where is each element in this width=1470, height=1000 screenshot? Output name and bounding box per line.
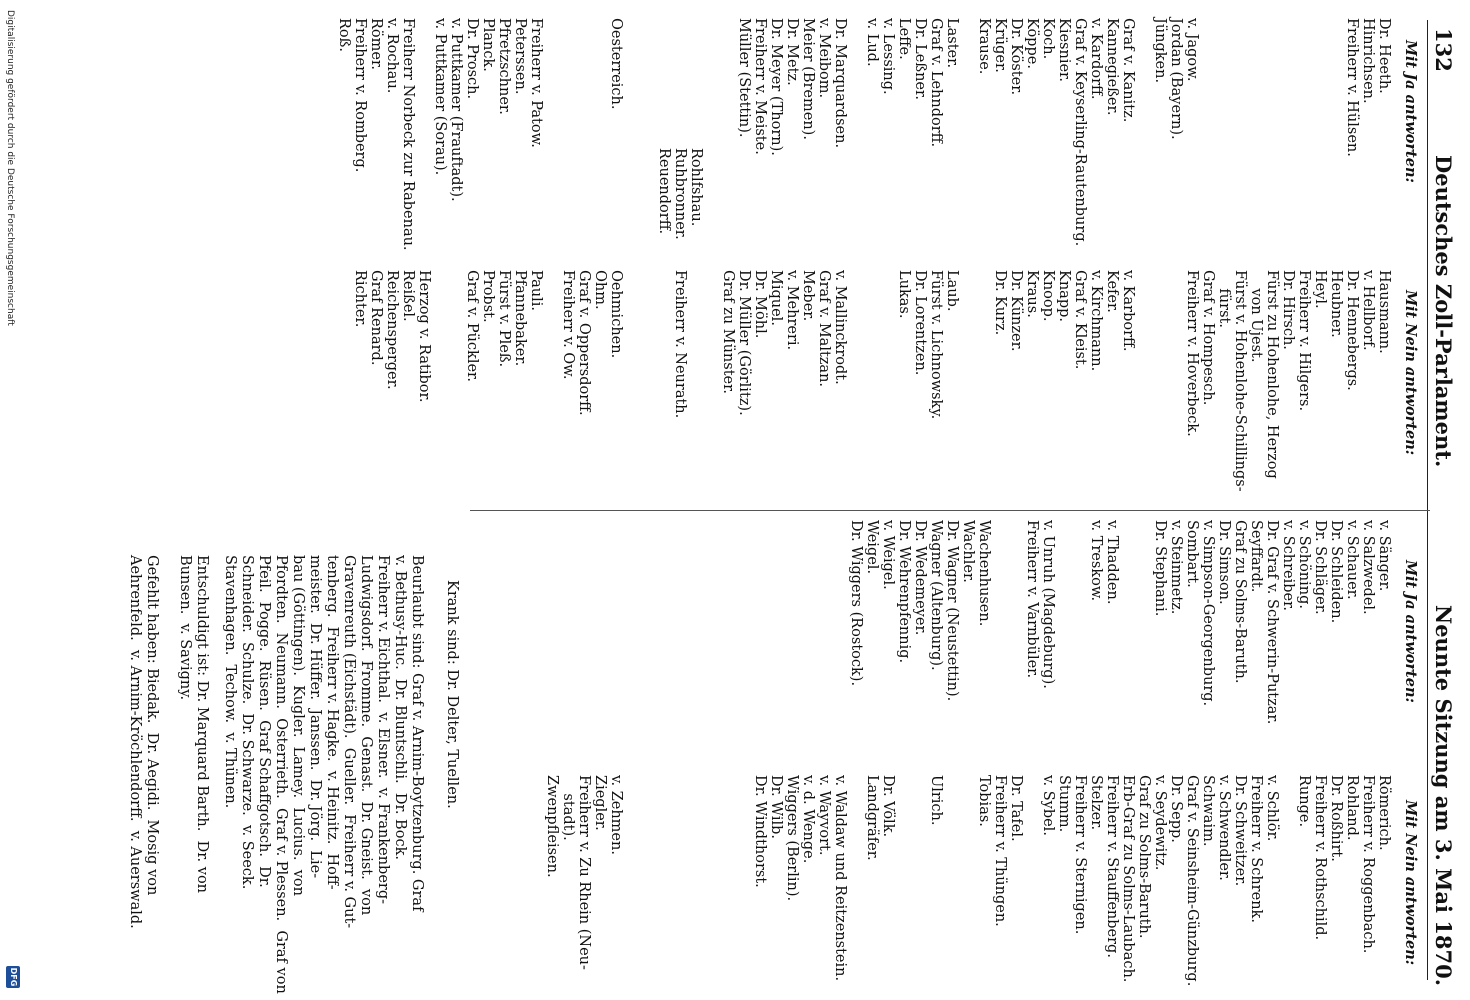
list-item <box>624 270 640 492</box>
digitization-credit: Digitalisierung gefördert durch die Deutsche Forschungsgemeinschaft <box>5 10 15 326</box>
gefehlt-note <box>126 555 160 929</box>
list-item <box>576 18 592 251</box>
list-item: Dr. Müller (Görlitz). <box>736 270 752 416</box>
list-item <box>704 775 720 986</box>
list-item: v. Waldaw und Reitzenstein. <box>832 775 848 982</box>
list-item: Graf v. Kanitz. <box>1120 18 1136 123</box>
list-item: v. Kirchmann. <box>1088 270 1104 372</box>
beurlaubt-line: Gravenreuth (Eichstädt). Gueller. Freiherr v. Gut- <box>341 555 357 929</box>
list-item: Dr. Simson. <box>1216 520 1232 605</box>
list-item <box>1168 270 1184 492</box>
list-item <box>720 775 736 986</box>
list-item <box>1024 148 1040 240</box>
list-item: Dr. Wiggers (Rostock). <box>848 520 864 687</box>
list-item: Erb-Graf zu Solms-Laubach. <box>1120 775 1136 983</box>
list-item: Tobias. <box>976 775 992 827</box>
list-item: Dr. Stephani. <box>1152 520 1168 617</box>
list-item: Wagner (Altenburg). <box>928 520 944 671</box>
list-item: v. Lessing. <box>880 18 896 95</box>
list-item: v. Steinmetz. <box>1168 520 1184 615</box>
list-item: v. Kardorff. <box>1088 18 1104 100</box>
list-item: Dr. Marquardsen. <box>832 18 848 149</box>
list-item: Probst. <box>480 270 496 323</box>
list-item: Planck. <box>480 18 496 72</box>
list-item: Römer. <box>368 18 384 70</box>
list-item: Dr. Graf v. Schwerin-Putzar. <box>1264 520 1280 725</box>
list-item <box>1072 148 1088 240</box>
list-item: Oehmichen. <box>608 270 624 359</box>
list-item: Fürst zu Hohenlohe, Herzog <box>1264 270 1280 479</box>
list-item: v. Zehmen. <box>608 775 624 855</box>
beurlaubt-note <box>221 555 425 994</box>
list-item: v. Unruh (Magdeburg). <box>1040 520 1056 689</box>
list-item: Laub. <box>944 270 960 312</box>
list-item: Dr. Windthorst. <box>752 775 768 888</box>
entschuldigt-line: Bunsen. v. Savigny. <box>177 555 193 701</box>
list-item: Jüngken. <box>1152 18 1168 84</box>
list-item <box>1360 148 1376 240</box>
beurlaubt-line: bau (Göttingen). Kugler. Lamey. Lucius. von <box>290 555 306 896</box>
list-item: Freiherr v. Hilgers. <box>1296 270 1312 412</box>
list-item: Dr. Tafel. <box>1008 775 1024 842</box>
list-item: Weigel. <box>864 520 880 575</box>
list-item <box>880 270 896 492</box>
list-item: Müller (Stettin). <box>736 18 752 138</box>
list-item: Freiherr v. Hülsen. <box>1344 18 1360 157</box>
list-item: Ulrich. <box>928 775 944 826</box>
list-item: Graf zu Münster. <box>720 270 736 395</box>
list-item: Freiherr v. Romberg. <box>352 18 368 173</box>
list-item: Laster. <box>944 18 960 69</box>
list-item: Dr. Völk. <box>880 775 896 838</box>
list-item: Wachler. <box>960 520 976 583</box>
list-item: Koch. <box>1040 18 1056 60</box>
list-item: Schwaim. <box>1200 775 1216 847</box>
list-item: Dr. Schleiden. <box>1328 520 1344 624</box>
list-item <box>1136 520 1152 724</box>
list-item <box>832 148 848 240</box>
list-item <box>960 148 976 240</box>
list-item: v. Rochau. <box>384 18 400 94</box>
list-item <box>656 270 672 492</box>
list-item <box>1248 148 1264 240</box>
list-item: v. Schauer. <box>1344 520 1360 600</box>
list-item: Dr. Künzer. <box>1008 270 1024 352</box>
list-item: Peterssen. <box>512 18 528 95</box>
list-item: v. Puttkamer (Frauftadt). <box>448 18 464 202</box>
list-item <box>1040 148 1056 240</box>
list-item: Kannegießer. <box>1104 18 1120 116</box>
list-item <box>864 270 880 492</box>
list-item: Freiherr v. Schrenk. <box>1248 775 1264 923</box>
list-item: Dr. Meyer (Thorn). <box>768 18 784 156</box>
list-item <box>1312 148 1328 240</box>
list-item: v. Simpson-Georgenburg. <box>1200 520 1216 707</box>
list-item <box>688 775 704 986</box>
list-item: Graf zu Solms-Baruth. <box>1232 520 1248 684</box>
list-item: Freiherr v. Roggenbach. <box>1360 775 1376 954</box>
list-item: Rohlfshau. <box>688 148 704 227</box>
list-item: Dr. Wedemeyer. <box>912 520 928 636</box>
list-item <box>720 148 736 240</box>
list-item: Herzog v. Ratibor. <box>416 270 432 403</box>
list-item <box>544 18 560 251</box>
list-item <box>976 148 992 240</box>
list-item: Stumm. <box>1056 775 1072 833</box>
list-item: Freiherr v. Hoverbeck. <box>1184 270 1200 437</box>
list-item: Dr. Metz. <box>784 18 800 86</box>
list-item <box>944 775 960 986</box>
list-item: v. d. Wenge. <box>800 775 816 864</box>
list-item: Krause. <box>976 18 992 75</box>
list-item: Sombart. <box>1184 520 1200 588</box>
list-item: Ziegler. <box>592 775 608 831</box>
beurlaubt-line: Stavenhagen. Techow. v. Thünen. <box>222 555 238 809</box>
list-item: stadt). <box>560 775 576 841</box>
right-ja-heading: Mit Ja antworten: <box>1402 560 1419 703</box>
list-item <box>880 148 896 240</box>
list-item <box>896 775 912 986</box>
list-item <box>1088 148 1104 240</box>
list-item <box>1120 148 1136 240</box>
list-item: Miquel. <box>768 270 784 326</box>
list-item <box>912 148 928 240</box>
list-item: Ruhbronner. <box>672 148 688 240</box>
list-item: Reuendorff. <box>656 148 672 235</box>
list-item <box>992 520 1008 724</box>
list-item: v. Lud. <box>864 18 880 67</box>
list-item: v. Meibom. <box>816 18 832 99</box>
list-item: Meber. <box>800 270 816 322</box>
list-item: Graf v. Lehndorff. <box>928 18 944 148</box>
list-item: Oesterreich. <box>608 18 624 110</box>
list-item: Dr. Wagner (Neustettin). <box>944 520 960 702</box>
list-item: Fürst v. Pleß. <box>496 270 512 368</box>
list-item <box>432 270 448 492</box>
list-item: Dr. Möhl. <box>752 270 768 339</box>
list-item <box>544 270 560 492</box>
list-item: Dr. Schläger. <box>1312 520 1328 615</box>
beurlaubt-line: Freiherr v. Eichthal. v. Elsner. v. Frankenberg- <box>375 555 391 905</box>
list-item <box>1280 148 1296 240</box>
list-item: Heubner. <box>1328 270 1344 338</box>
list-item <box>1280 775 1296 986</box>
list-item: v. Mallinckrodt. <box>832 270 848 385</box>
beurlaubt-line: Pfordten. Neumann. Osterrieth. Graf v. Plessen. Graf von <box>273 555 289 994</box>
right-nein-heading: Mit Nein antworten: <box>1402 800 1419 966</box>
entschuldigt-note <box>176 555 210 893</box>
list-item: Dr. Lorentzen. <box>912 270 928 376</box>
list-item <box>1344 148 1360 240</box>
list-item <box>1072 520 1088 724</box>
list-item: Graf v. Keyserling-Rautenburg. <box>1072 18 1088 247</box>
list-item <box>896 148 912 240</box>
list-item: Seyffardt. <box>1248 520 1264 593</box>
list-item: Wachenhusen. <box>976 520 992 627</box>
list-item <box>1024 775 1040 986</box>
list-item: Lukas. <box>896 270 912 319</box>
list-item <box>704 270 720 492</box>
list-item: Freiherr v. Meiste. <box>752 18 768 155</box>
dfg-logo: DFG <box>6 966 20 988</box>
list-item: Römerich. <box>1376 775 1392 851</box>
list-item: Stelzer. <box>1088 775 1104 831</box>
list-item: Fürst v. Lichnowsky. <box>928 270 944 420</box>
list-item: v. Thadden. <box>1104 520 1120 605</box>
list-item: Kiesnier. <box>1056 18 1072 82</box>
list-item <box>592 18 608 251</box>
list-item <box>816 148 832 240</box>
list-item <box>736 148 752 240</box>
list-item: Freiherr v. Thüngen. <box>992 775 1008 927</box>
list-item: Dr. Sepp. <box>1168 775 1184 843</box>
list-item <box>1216 148 1232 240</box>
list-item: Dr. Hennebergs. <box>1344 270 1360 391</box>
list-item: Pfannebaker. <box>512 270 528 367</box>
list-item <box>1376 148 1392 240</box>
list-item <box>800 148 816 240</box>
list-item: Dr. Prosch. <box>464 18 480 100</box>
list-item <box>1296 148 1312 240</box>
list-item: Freiherr v. Rothschild. <box>1312 775 1328 941</box>
page-header <box>1427 20 1458 987</box>
list-item: Zwenpfleisen. <box>544 775 560 878</box>
list-item <box>992 148 1008 240</box>
list-item: Freiherr v. Varnbüler. <box>1024 520 1040 679</box>
list-item <box>1120 520 1136 724</box>
list-item: v. Hellborf. <box>1360 270 1376 351</box>
list-item: Richter. <box>352 270 368 328</box>
list-item <box>560 18 576 251</box>
list-item <box>848 775 864 986</box>
list-item <box>752 148 768 240</box>
list-item: Leffe. <box>896 18 912 60</box>
list-item: Graf v. Seinsheim-Günzburg. <box>1184 775 1200 987</box>
list-item <box>1264 148 1280 240</box>
list-item: Freiherr v. Sternigen. <box>1072 775 1088 935</box>
list-item: Runge. <box>1296 775 1312 828</box>
list-item <box>976 270 992 492</box>
list-item: Landgräfer. <box>864 775 880 861</box>
list-item: Kraus. <box>1024 270 1040 318</box>
beurlaubt-line: v. Bethusy-Huc. Dr. Bluntschli. Dr. Bock. <box>392 555 408 860</box>
list-item: v. Sybel. <box>1040 775 1056 836</box>
left-nein-list <box>352 270 1392 492</box>
list-item <box>1232 148 1248 240</box>
list-item <box>1184 148 1200 240</box>
list-item <box>928 148 944 240</box>
beurlaubt-line: tenberg. Freiherr v. Hagke. v. Heinitz. Hoff- <box>324 555 340 890</box>
list-item: v. Weigel. <box>880 520 896 590</box>
list-item: v. Schwendler. <box>1216 775 1232 881</box>
left-ja-heading: Mit Ja antworten: <box>1402 40 1419 183</box>
list-item: Rohland. <box>1344 775 1360 841</box>
gefehlt-line: Gefehlt haben: Biedak. Dr. Aegidi. Mosig von <box>144 555 160 896</box>
list-item: Dr. Hirsch. <box>1280 270 1296 350</box>
list-item <box>848 270 864 492</box>
list-item: v. Jagow. <box>1184 18 1200 82</box>
list-item <box>912 775 928 986</box>
list-item <box>784 148 800 240</box>
list-item: Pfretzschner. <box>496 18 512 115</box>
list-item: v. Mehreri. <box>784 270 800 351</box>
list-item <box>1136 148 1152 240</box>
list-item: Freiherr v. Zu Rhein (Neu- <box>576 775 592 970</box>
list-item: v. Schreiber. <box>1280 520 1296 612</box>
beurlaubt-line: Pfeil. Pogge. Rüsen. Graf Schaffgotsch. Dr. <box>256 555 272 888</box>
left-nein-heading: Mit Nein antworten: <box>1402 290 1419 456</box>
list-item: Knoop. <box>1040 270 1056 322</box>
list-item: Freiherr Norbeck zur Rabenau. <box>400 18 416 251</box>
list-item <box>640 18 656 251</box>
list-item: Jordan (Bayern). <box>1168 18 1184 140</box>
list-item: Freiherr v. Neurath. <box>672 270 688 419</box>
list-item <box>864 148 880 240</box>
list-item: v. Salzwedel. <box>1360 520 1376 615</box>
page-number: 132 <box>1431 28 1456 72</box>
list-item: Knapp. <box>1056 270 1072 322</box>
gefehlt-line: Aehrenfeld. v. Arnim-Kröchlendorff. v. Auerswald. <box>127 555 143 929</box>
list-item: v. Wayvort. <box>816 775 832 856</box>
list-item: Dr. Roßhirt. <box>1328 775 1344 862</box>
list-item: Dr. Heeth. <box>1376 18 1392 94</box>
list-item: Kefer. <box>1104 270 1120 313</box>
list-item: Reißel. <box>400 270 416 322</box>
entschuldigt-line: Entschuldigt ist: Dr. Marquard Barth. Dr. von <box>194 555 210 894</box>
list-item <box>624 18 640 251</box>
list-item <box>1152 148 1168 240</box>
list-item <box>640 775 656 986</box>
list-item <box>1008 148 1024 240</box>
list-item: Freiherr v. Ow. <box>560 270 576 380</box>
krank-note <box>443 580 460 809</box>
list-item: Hinrichsen. <box>1360 18 1376 104</box>
list-item: Freiherr v. Stauffenberg. <box>1104 775 1120 958</box>
list-item <box>1136 270 1152 492</box>
list-item <box>688 270 704 492</box>
list-item: Fürst v. Hohenlohe-Schillings- <box>1232 270 1248 492</box>
right-nein-list <box>544 775 1392 986</box>
list-item <box>704 148 720 240</box>
column-divider <box>470 510 1430 511</box>
list-item: Graf v. Hompesch. <box>1200 270 1216 406</box>
list-item: Graf v. Maltzan. <box>816 270 832 388</box>
list-item: v. Karborff. <box>1120 270 1136 352</box>
list-item: Dr. Köster. <box>1008 18 1024 96</box>
right-ja-list <box>848 520 1392 724</box>
list-item <box>1056 520 1072 724</box>
list-item <box>736 775 752 986</box>
list-item: Dr. Wehrenpfennig. <box>896 520 912 664</box>
list-item <box>672 775 688 986</box>
list-item <box>960 775 976 986</box>
beurlaubt-line: Schneider. Schulze. Dr. Schwarze. v. Seeck. <box>239 555 255 890</box>
list-item: v. Sänger. <box>1376 520 1392 592</box>
list-item: v. Puttkamer (Sorau). <box>432 18 448 176</box>
list-item <box>1104 148 1120 240</box>
list-item <box>1152 270 1168 492</box>
list-item <box>1200 148 1216 240</box>
list-item: Graf v. Pückler. <box>464 270 480 382</box>
list-item <box>1008 520 1024 724</box>
list-item: Graf v. Oppersdorff. <box>576 270 592 416</box>
list-item <box>656 775 672 986</box>
list-item <box>1328 148 1344 240</box>
list-item <box>1168 148 1184 240</box>
session-date: Neunte Sitzung am 3. Mai 1870. <box>1431 605 1456 987</box>
list-item: Freiherr v. Patow. <box>528 18 544 148</box>
list-item: v. Treskow. <box>1088 520 1104 602</box>
list-item: Krüger. <box>992 18 1008 73</box>
list-item <box>960 270 976 492</box>
list-item: v. Schlör. <box>1264 775 1280 842</box>
list-item: Graf Renard. <box>368 270 384 366</box>
list-item: Ohm. <box>592 270 608 310</box>
list-item: Graf v. Kleist. <box>1072 270 1088 370</box>
list-item: Dr. Schweitzer. <box>1232 775 1248 887</box>
list-item: Reichensperger. <box>384 270 400 390</box>
list-item <box>848 148 864 240</box>
list-item: Pauli. <box>528 270 544 311</box>
list-item <box>768 148 784 240</box>
list-item <box>1056 148 1072 240</box>
document-title: Deutsches Zoll-Parlament. <box>1431 155 1456 468</box>
list-item: v. Seydewitz. <box>1152 775 1168 871</box>
list-item: Meier (Bremen). <box>800 18 816 140</box>
list-item: fürst. <box>1216 270 1232 328</box>
list-item <box>448 270 464 492</box>
list-item: Roß. <box>336 18 352 52</box>
list-item <box>640 270 656 492</box>
list-item: v. Schöning. <box>1296 520 1312 610</box>
list-item: Hausmann. <box>1376 270 1392 354</box>
list-item: Graf zu Solms-Baruth. <box>1136 775 1152 939</box>
list-item: Dr. Kurz. <box>992 270 1008 336</box>
beurlaubt-line: Beurlaubt sind: Graf v. Arnim-Boytzenburg. Graf <box>409 555 425 912</box>
left-ja-list-secondary <box>656 148 1392 240</box>
list-item: von Ujest. <box>1248 270 1264 363</box>
list-item: Heyl. <box>1312 270 1328 309</box>
list-item <box>416 18 432 251</box>
list-item: Dr. Leßner. <box>912 18 928 100</box>
list-item <box>944 148 960 240</box>
list-item: Köppe. <box>1024 18 1040 69</box>
krank-line: Krank sind: Dr. Delter, Tuellen. <box>444 580 460 809</box>
beurlaubt-line: meister. Dr. Hüffer. Janssen. Dr. Jörg. Lie- <box>307 555 323 879</box>
beurlaubt-line: Ludwigsdorf. Fromme. Genast. Dr. Gneist. von <box>358 555 374 916</box>
list-item <box>624 775 640 986</box>
list-item: Dr. Wilb. <box>768 775 784 839</box>
list-item: Wiggers (Berlin). <box>784 775 800 902</box>
